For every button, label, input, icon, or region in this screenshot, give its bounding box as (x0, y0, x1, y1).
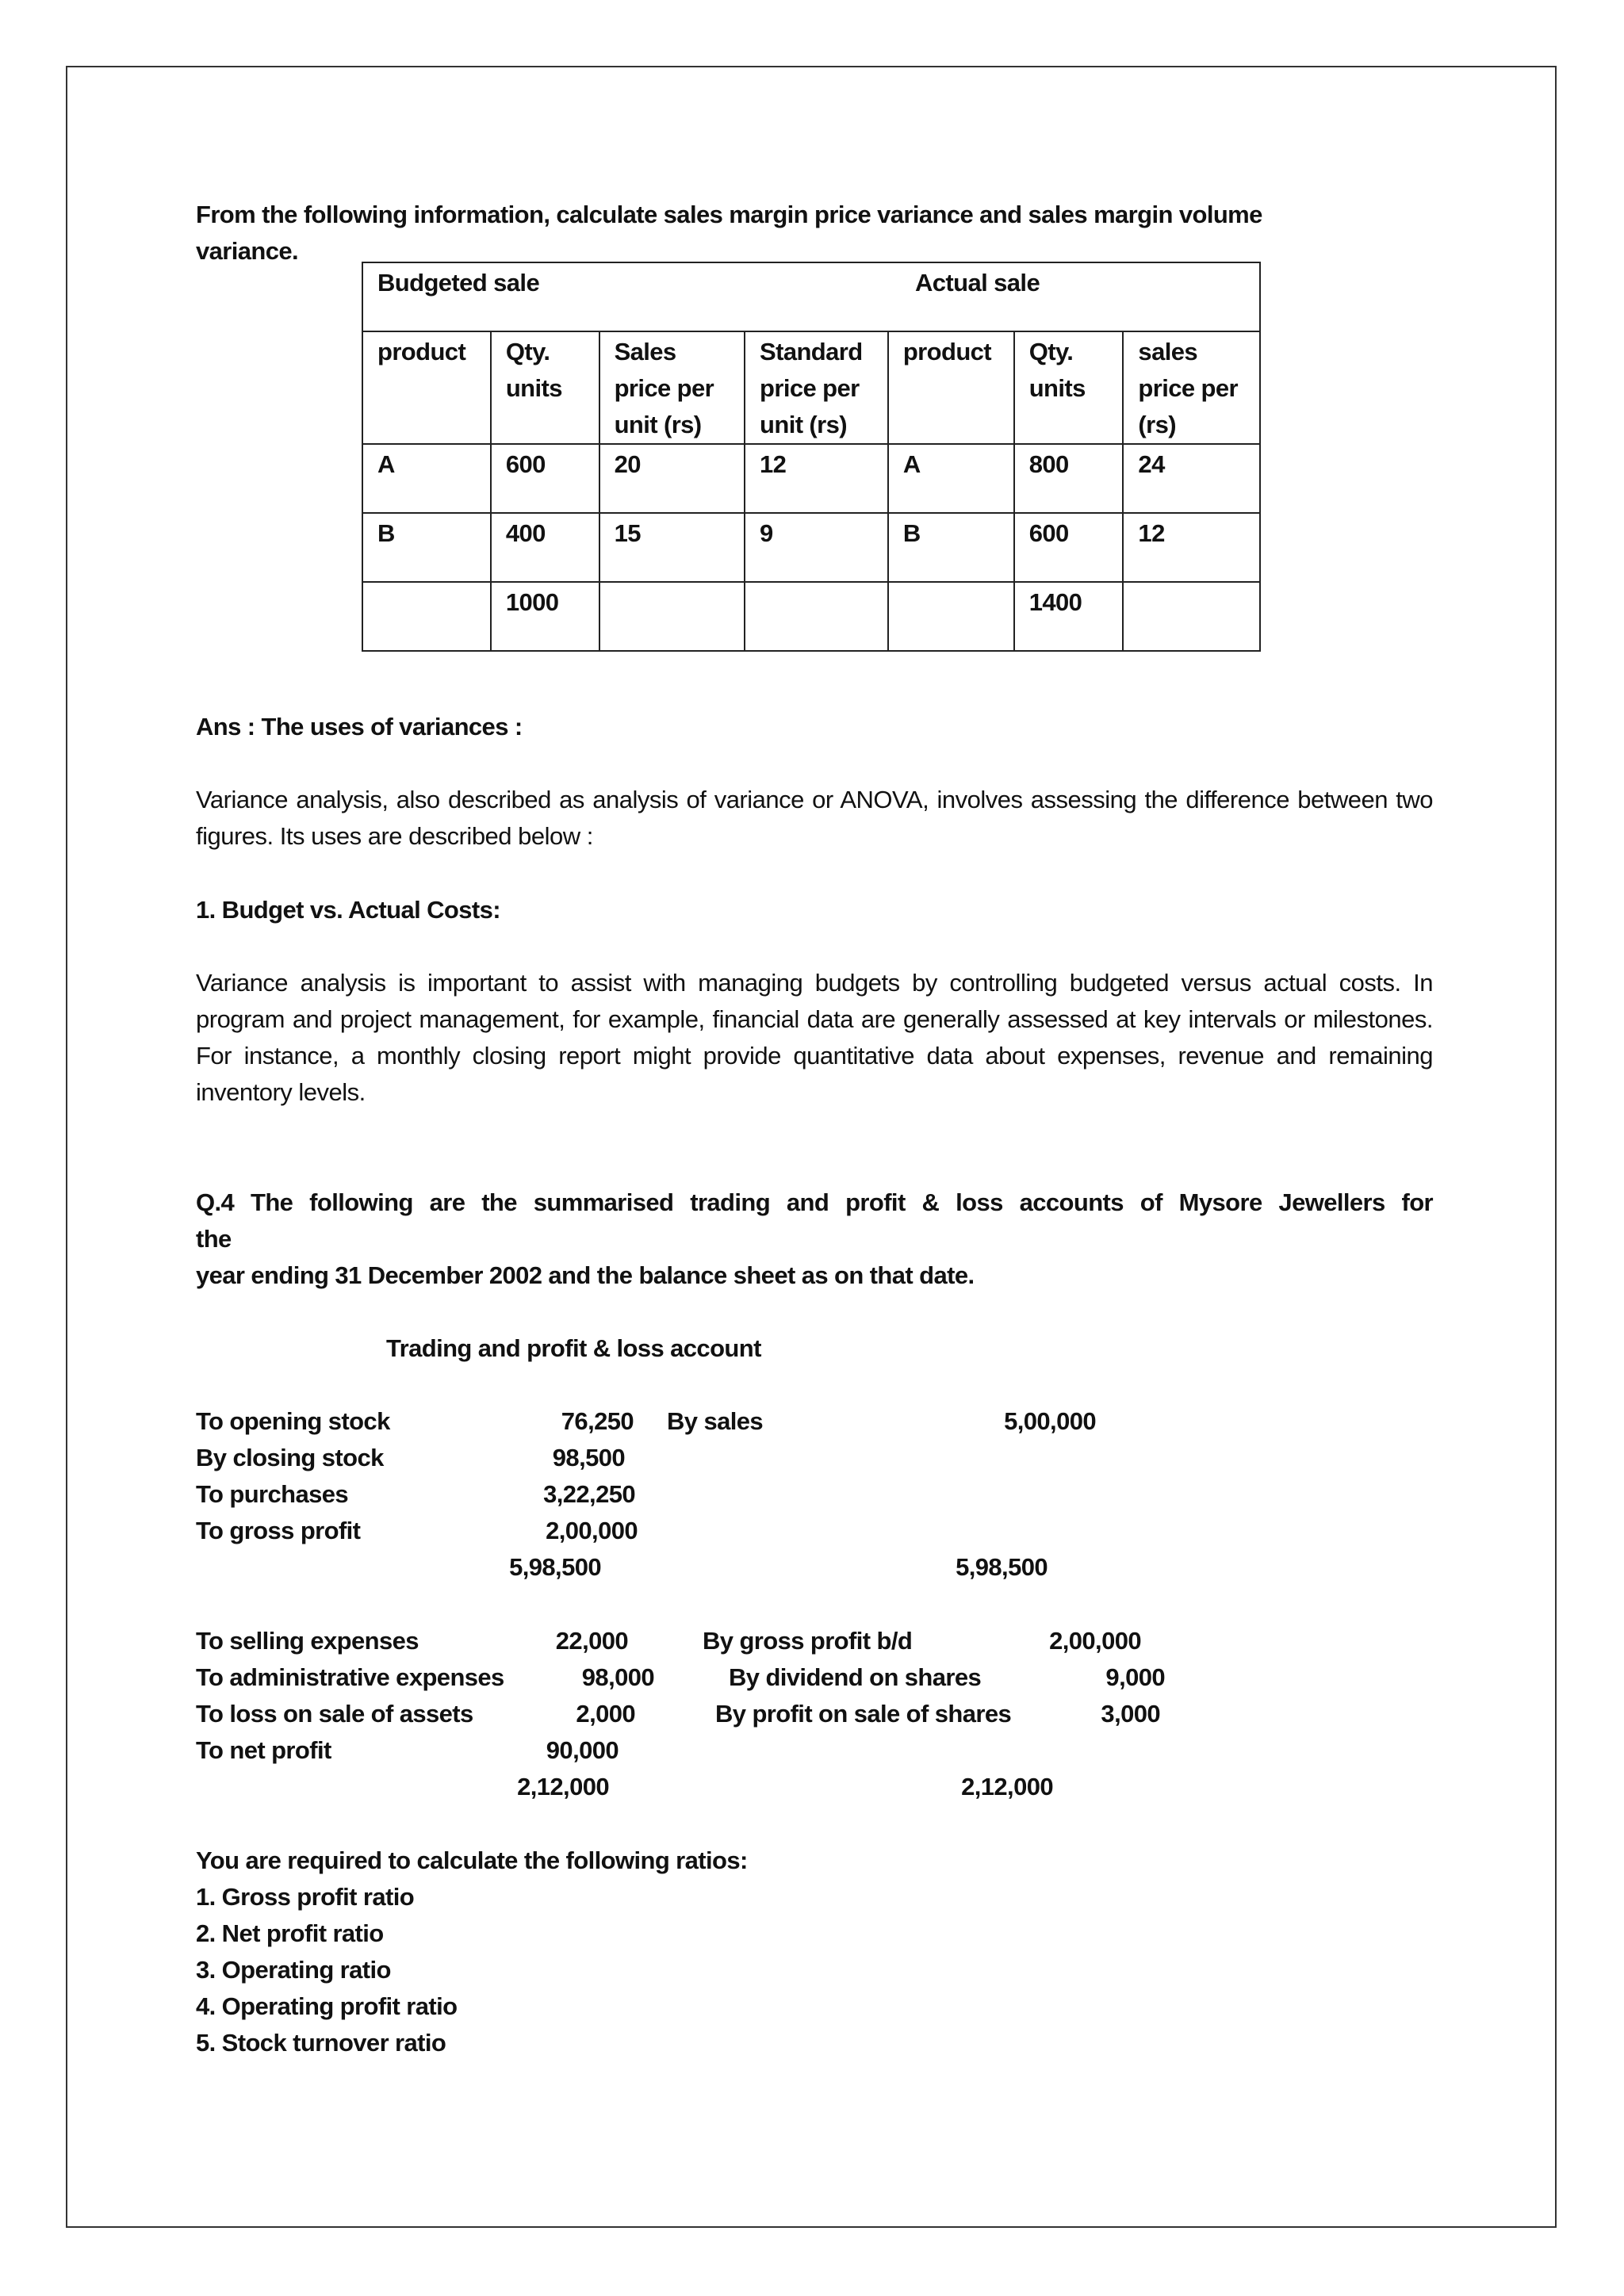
header-cell: Qty. units (491, 331, 599, 444)
ratio-item: 1. Gross profit ratio (196, 1883, 415, 1911)
ledger-amount: 5,00,000 (1004, 1407, 1096, 1435)
cell: 12 (1123, 513, 1260, 582)
ledger-amount: 2,00,000 (546, 1517, 638, 1544)
actual-sale-heading: Actual sale (915, 269, 1040, 297)
cell: 1000 (491, 582, 599, 651)
ratio-item: 2. Net profit ratio (196, 1919, 384, 1947)
ledger-label: To purchases (196, 1480, 349, 1508)
ledger-label: By sales (667, 1407, 764, 1435)
ledger-label: By gross profit b/d (703, 1627, 913, 1655)
ledger-amount: 22,000 (555, 1627, 628, 1655)
sales-table (362, 262, 1261, 652)
header-cell: sales price per (rs) (1123, 331, 1260, 444)
cell: B (888, 513, 1014, 582)
ledger-label: To opening stock (196, 1407, 390, 1435)
table-header-row (362, 331, 1260, 444)
ledger-label: By closing stock (196, 1444, 384, 1471)
cell: 24 (1123, 444, 1260, 513)
header-cell: product (888, 331, 1014, 444)
ledger-amount: 76,250 (561, 1407, 634, 1435)
q3-prompt-line1: From the following information, calculate sales margin price variance and sales margin volume (196, 201, 1262, 228)
cell: 12 (745, 444, 888, 513)
answer-heading: Ans : The uses of variances : (196, 713, 523, 740)
ledger-amount: 98,000 (581, 1663, 654, 1691)
cell: 15 (599, 513, 745, 582)
cell: 600 (1014, 513, 1124, 582)
cell: B (362, 513, 491, 582)
cell: 600 (491, 444, 599, 513)
cell (745, 582, 888, 651)
header-cell: Qty. units (1014, 331, 1124, 444)
ledger-amount: 9,000 (1105, 1663, 1165, 1691)
ledger-right-total: 5,98,500 (956, 1553, 1048, 1581)
ratio-item: 5. Stock turnover ratio (196, 2029, 446, 2057)
point1-heading: 1. Budget vs. Actual Costs: (196, 896, 500, 924)
cell: 20 (599, 444, 745, 513)
ledger-left-total: 5,98,500 (509, 1553, 601, 1581)
cell: 400 (491, 513, 599, 582)
table-row (362, 513, 1260, 582)
cell: A (362, 444, 491, 513)
ledger-amount: 90,000 (546, 1736, 619, 1764)
table-total-row (362, 582, 1260, 651)
cell: A (888, 444, 1014, 513)
cell (1123, 582, 1260, 651)
q4-line3: year ending 31 December 2002 and the balance sheet as on that date. (196, 1261, 975, 1289)
budgeted-sale-heading: Budgeted sale (377, 269, 540, 297)
ledger-label: By profit on sale of shares (715, 1700, 1012, 1728)
q3-prompt-line2: variance. (196, 237, 299, 265)
header-cell: Standard price per unit (rs) (745, 331, 888, 444)
ledger-right-total: 2,12,000 (961, 1773, 1053, 1800)
ledger-amount: 3,22,250 (543, 1480, 635, 1508)
ledger-label: To loss on sale of assets (196, 1700, 473, 1728)
answer-intro: Variance analysis, also described as analysis of variance or ANOVA, involves assessing the difference between two figures. Its uses are described below : (196, 786, 1433, 850)
required-heading: You are required to calculate the following ratios: (196, 1846, 748, 1874)
q4-line1: Q.4 The following are the summarised trading and profit & loss accounts of Mysore Jewellers for (196, 1188, 1433, 1216)
header-cell: product (362, 331, 491, 444)
ledger-label: To net profit (196, 1736, 331, 1764)
ledger-amount: 3,000 (1101, 1700, 1160, 1728)
cell (888, 582, 1014, 651)
q4-line2: the (196, 1225, 232, 1253)
ratio-item: 4. Operating profit ratio (196, 1992, 458, 2020)
header-cell: Sales price per unit (rs) (599, 331, 745, 444)
table-row (362, 444, 1260, 513)
point1-text: Variance analysis is important to assist with managing budgets by controlling budgeted versus actual costs. In program and project management, for example, financial data are generally assessed at key intervals or milestones. For instance, a monthly closing report might provide quantitative data about expenses, revenue and remaining inventory levels. (196, 969, 1433, 1106)
ratio-item: 3. Operating ratio (196, 1956, 391, 1984)
account-title: Trading and profit & loss account (386, 1334, 761, 1362)
cell: 9 (745, 513, 888, 582)
cell (362, 582, 491, 651)
ledger-left-total: 2,12,000 (517, 1773, 609, 1800)
ledger-label: To gross profit (196, 1517, 361, 1544)
cell: 800 (1014, 444, 1124, 513)
cell (599, 582, 745, 651)
ledger-amount: 98,500 (552, 1444, 625, 1471)
ledger-label: By dividend on shares (729, 1663, 982, 1691)
ledger-amount: 2,00,000 (1049, 1627, 1141, 1655)
cell: 1400 (1014, 582, 1124, 651)
table-heading-row (362, 262, 1260, 331)
ledger-label: To administrative expenses (196, 1663, 504, 1691)
ledger-label: To selling expenses (196, 1627, 419, 1655)
ledger-amount: 2,000 (576, 1700, 635, 1728)
